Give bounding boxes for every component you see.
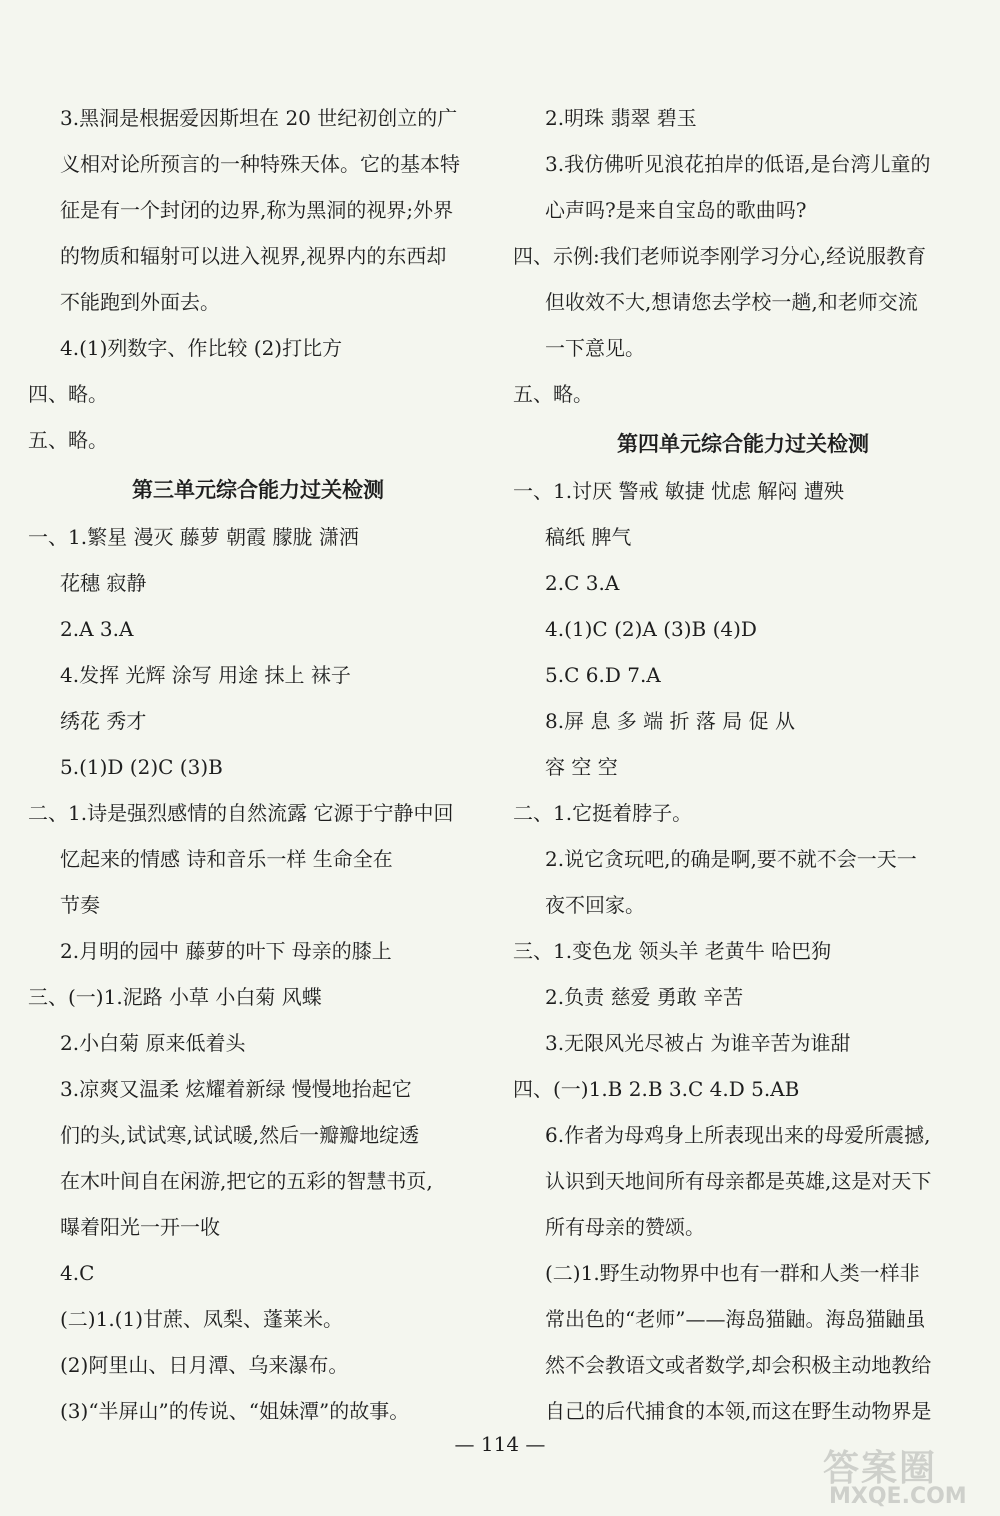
watermark-logo: [815, 1440, 995, 1512]
answer-line: 在木叶间自在闲游,把它的五彩的智慧书页,: [60, 1169, 433, 1193]
answer-line: 稿纸 脾气: [545, 525, 632, 549]
answer-line: 2.说它贪玩吧,的确是啊,要不就不会一天一: [545, 847, 917, 871]
answer-line: 4.(1)C (2)A (3)B (4)D: [545, 617, 757, 641]
answer-line: 四、(一)1.B 2.B 3.C 4.D 5.AB: [513, 1077, 800, 1101]
answer-line: 5.(1)D (2)C (3)B: [60, 755, 223, 779]
answer-line: 2.C 3.A: [545, 571, 620, 595]
answer-line: 心声吗?是来自宝岛的歌曲吗?: [545, 198, 807, 222]
answer-line: 常出色的“老师”——海岛猫鼬。海岛猫鼬虽: [545, 1307, 926, 1331]
answer-line: (二)1.野生动物界中也有一群和人类一样非: [545, 1261, 920, 1285]
answer-line: 义相对论所预言的一种特殊天体。它的基本特: [60, 152, 460, 176]
unit-4-heading: 第四单元综合能力过关检测: [617, 432, 869, 456]
answer-line: 们的头,试试寒,试试暖,然后一瓣瓣地绽透: [60, 1123, 420, 1147]
answer-line: 4.C: [60, 1261, 95, 1285]
answer-line: 2.A 3.A: [60, 617, 134, 641]
answer-line: 6.作者为母鸡身上所表现出来的母爱所震撼,: [545, 1123, 931, 1147]
answer-line: 绣花 秀才: [60, 709, 147, 733]
answer-line: 容 空 空: [545, 755, 618, 779]
answer-line: 3.凉爽又温柔 炫耀着新绿 慢慢地抬起它: [60, 1077, 412, 1101]
answer-line: 3.无限风光尽被占 为谁辛苦为谁甜: [545, 1031, 851, 1055]
answer-line: (二)1.(1)甘蔗、凤梨、蓬莱米。: [60, 1307, 344, 1331]
answer-line: 五、略。: [28, 428, 108, 452]
answer-line: 夜不回家。: [545, 893, 645, 917]
answer-line: 二、1.它挺着脖子。: [513, 801, 693, 825]
answer-line: 2.小白菊 原来低着头: [60, 1031, 246, 1055]
answer-line: 自己的后代捕食的本领,而这在野生动物界是: [545, 1399, 932, 1423]
answer-line: 不能跑到外面去。: [60, 290, 220, 314]
answer-line: 曝着阳光一开一收: [60, 1215, 220, 1239]
answer-line: (3)“半屏山”的传说、“姐妹潭”的故事。: [60, 1399, 410, 1423]
answer-line: 一下意见。: [545, 336, 645, 360]
answer-line: 的物质和辐射可以进入视界,视界内的东西却: [60, 244, 447, 268]
answer-line: 3.我仿佛听见浪花拍岸的低语,是台湾儿童的: [545, 152, 931, 176]
answer-line: 二、1.诗是强烈感情的自然流露 它源于宁静中回: [28, 801, 454, 825]
answer-line: 3.黑洞是根据爱因斯坦在 20 世纪初创立的广: [60, 106, 458, 130]
answer-line: 一、1.繁星 漫灭 藤萝 朝霞 朦胧 潇洒: [28, 525, 359, 549]
answer-line: 忆起来的情感 诗和音乐一样 生命全在: [60, 847, 393, 871]
answer-line: 4.发挥 光辉 涂写 用途 抹上 袜子: [60, 663, 351, 687]
answer-line: 四、略。: [28, 382, 108, 406]
page-number: — 114 —: [454, 1432, 546, 1456]
answer-line: 5.C 6.D 7.A: [545, 663, 661, 687]
answer-line: 但收效不大,想请您去学校一趟,和老师交流: [545, 290, 918, 314]
watermark-text: 答案圈: [823, 1448, 938, 1489]
answer-line: 8.屏 息 多 端 折 落 局 促 从: [545, 709, 795, 733]
unit-3-heading: 第三单元综合能力过关检测: [132, 478, 384, 502]
answer-line: 2.月明的园中 藤萝的叶下 母亲的膝上: [60, 939, 392, 963]
answer-line: 然不会教语文或者数学,却会积极主动地教给: [545, 1353, 932, 1377]
answer-line: 五、略。: [513, 382, 593, 406]
answer-line: 三、(一)1.泥路 小草 小白菊 风蝶: [28, 985, 322, 1009]
answer-line: 四、示例:我们老师说李刚学习分心,经说服教育: [513, 244, 927, 268]
answer-line: 一、1.讨厌 警戒 敏捷 忧虑 解闷 遭殃: [513, 479, 844, 503]
answer-line: (2)阿里山、日月潭、乌来瀑布。: [60, 1353, 349, 1377]
answer-line: 2.明珠 翡翠 碧玉: [545, 106, 697, 130]
answer-line: 2.负责 慈爱 勇敢 辛苦: [545, 985, 744, 1009]
answer-line: 认识到天地间所有母亲都是英雄,这是对天下: [545, 1169, 932, 1193]
answer-line: 三、1.变色龙 领头羊 老黄牛 哈巴狗: [513, 939, 832, 963]
answer-line: 花穗 寂静: [60, 571, 147, 595]
answer-line: 所有母亲的赞颂。: [545, 1215, 705, 1239]
answer-line: 节奏: [60, 893, 100, 917]
watermark-url: MXQE.COM: [829, 1484, 967, 1509]
answer-line: 4.(1)列数字、作比较 (2)打比方: [60, 336, 343, 360]
answer-line: 征是有一个封闭的边界,称为黑洞的视界;外界: [60, 198, 454, 222]
